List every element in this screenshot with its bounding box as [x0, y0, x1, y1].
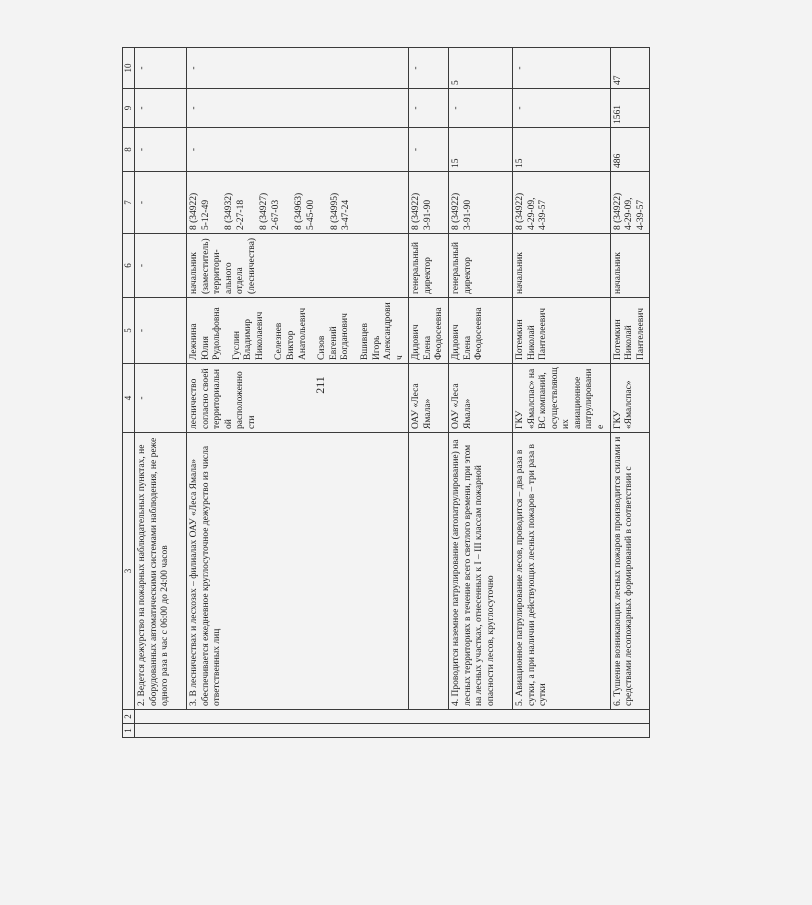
page-number: 211 [313, 376, 327, 394]
position: начальник (заместитель) территори- ального отдела (лесничества) [187, 234, 409, 298]
responsible-person: Потемкин Николай Пантелеевич [610, 298, 650, 364]
fire-measures-table [122, 47, 650, 738]
value-col9: - [448, 89, 512, 128]
header-cell-7: 7 [123, 172, 135, 234]
phone: - [135, 172, 187, 234]
header-cell-1: 1 [123, 724, 135, 738]
responsible-org: ГКУ «Ямалспас» [610, 364, 650, 433]
measure-text: 4. Проводится наземное патрулирование (автопатрулирование) на лесных территориях в течение всего светлого времени, при этом на лесных участках, отнесенных к I – III классам пожарной опасности лесов, круглосуточно [448, 433, 512, 710]
col2-cell [135, 710, 650, 724]
position: начальник [610, 234, 650, 298]
value-col8: 486 [610, 128, 650, 172]
measure-text [409, 433, 449, 710]
value-col10: - [135, 48, 187, 89]
value-col8: 15 [448, 128, 512, 172]
value-col8: - [187, 128, 409, 172]
header-cell-2: 2 [123, 710, 135, 724]
phone: 8 (34922) 4-29-09, 4-39-57 [610, 172, 650, 234]
position: генеральный директор [409, 234, 449, 298]
responsible-person: Потемкин Николай Пантелеевич [512, 298, 610, 364]
table-row [512, 48, 610, 738]
table-row [610, 48, 650, 738]
position: начальник [512, 234, 610, 298]
header-cell-5: 5 [123, 298, 135, 364]
measure-text: 5. Авиационное патрулирование лесов, проводится – два раза в сутки, а при наличии действующих лесных пожаров – три раза в сутки [512, 433, 610, 710]
value-col9: - [187, 89, 409, 128]
value-col9: - [512, 89, 610, 128]
phone-1: 8 (34922) 5-12-49 [189, 192, 211, 230]
phone: 8 (34922) 3-91-90 [409, 172, 449, 234]
header-cell-6: 6 [123, 234, 135, 298]
value-col8: - [135, 128, 187, 172]
phone-4: 8 (34963) 5-45-00 [294, 192, 317, 230]
header-cell-4: 4 [123, 364, 135, 433]
value-col10: 47 [610, 48, 650, 89]
responsible-org: - [135, 364, 187, 433]
responsible-org: ОАУ «Леса Ямала» [409, 364, 449, 433]
position: генеральный директор [448, 234, 512, 298]
value-col8: 15 [512, 128, 610, 172]
value-col10: - [512, 48, 610, 89]
person-3: Селезнев Виктор Анатольевич [274, 307, 308, 360]
position: - [135, 234, 187, 298]
measure-text: 2. Ведется дежурство на пожарных наблюдательных пунктах, не оборудованных автоматическими системами наблюдения, не реже одного раза в час с 06:00 до 24:00 часов [135, 433, 187, 710]
phone: 8 (34922) 3-91-90 [448, 172, 512, 234]
col1-cell [135, 724, 650, 738]
header-cell-3: 3 [123, 433, 135, 710]
header-cell-10: 10 [123, 48, 135, 89]
rotated-content [122, 48, 644, 738]
value-col10: - [187, 48, 409, 89]
responsible-person: Дидович Елена Феодосеевна [448, 298, 512, 364]
value-col9: 1561 [610, 89, 650, 128]
phone-2: 8 (34932) 2-27-18 [224, 192, 246, 230]
header-cell-8: 8 [123, 128, 135, 172]
measure-text: 6. Тушение возникающих лесных пожаров производится силами и средствами лесопожарных формирований в соответствии с [610, 433, 650, 710]
person-2: Гуслин Владимир Николаевич [231, 311, 265, 360]
phones [187, 172, 409, 234]
phone-5: 8 (34995) 3-47-24 [329, 192, 352, 230]
responsible-person: - [135, 298, 187, 364]
phone: 8 (34922) 4-29-09, 4-39-57 [512, 172, 610, 234]
responsible-org: ОАУ «Леса Ямала» [448, 364, 512, 433]
table-row [448, 48, 512, 738]
value-col10: 5 [448, 48, 512, 89]
responsible-person: Дидович Елена Феодосеевна [409, 298, 449, 364]
value-col9: - [409, 89, 449, 128]
responsible-org: лесничество согласно своей территориальной расположенности [187, 364, 409, 433]
table-row [187, 48, 409, 738]
table-row [135, 48, 187, 738]
value-col9: - [135, 89, 187, 128]
person-4: Сизов Евгений Богданович [317, 313, 351, 360]
table-row [409, 48, 449, 738]
person-1: Лежнина Юлия Рудольфовна [189, 307, 223, 360]
header-row [123, 48, 135, 738]
measure-text: 3. В лесничествах и лесхозах – филиалах ОАУ «Леса Ямала» обеспечивается ежедневное круглосуточное дежурство из числа ответственных лиц [187, 433, 409, 710]
phone-3: 8 (34927) 2-67-03 [259, 192, 281, 230]
value-col8: - [409, 128, 449, 172]
responsible-persons [187, 298, 409, 364]
header-cell-9: 9 [123, 89, 135, 128]
person-5: Вшивцев Игорь Александрович [359, 302, 405, 360]
responsible-org: ГКУ «Ямалспас» на ВС компаний, осуществляющих авиационное патрулирование [512, 364, 610, 433]
value-col10: - [409, 48, 449, 89]
